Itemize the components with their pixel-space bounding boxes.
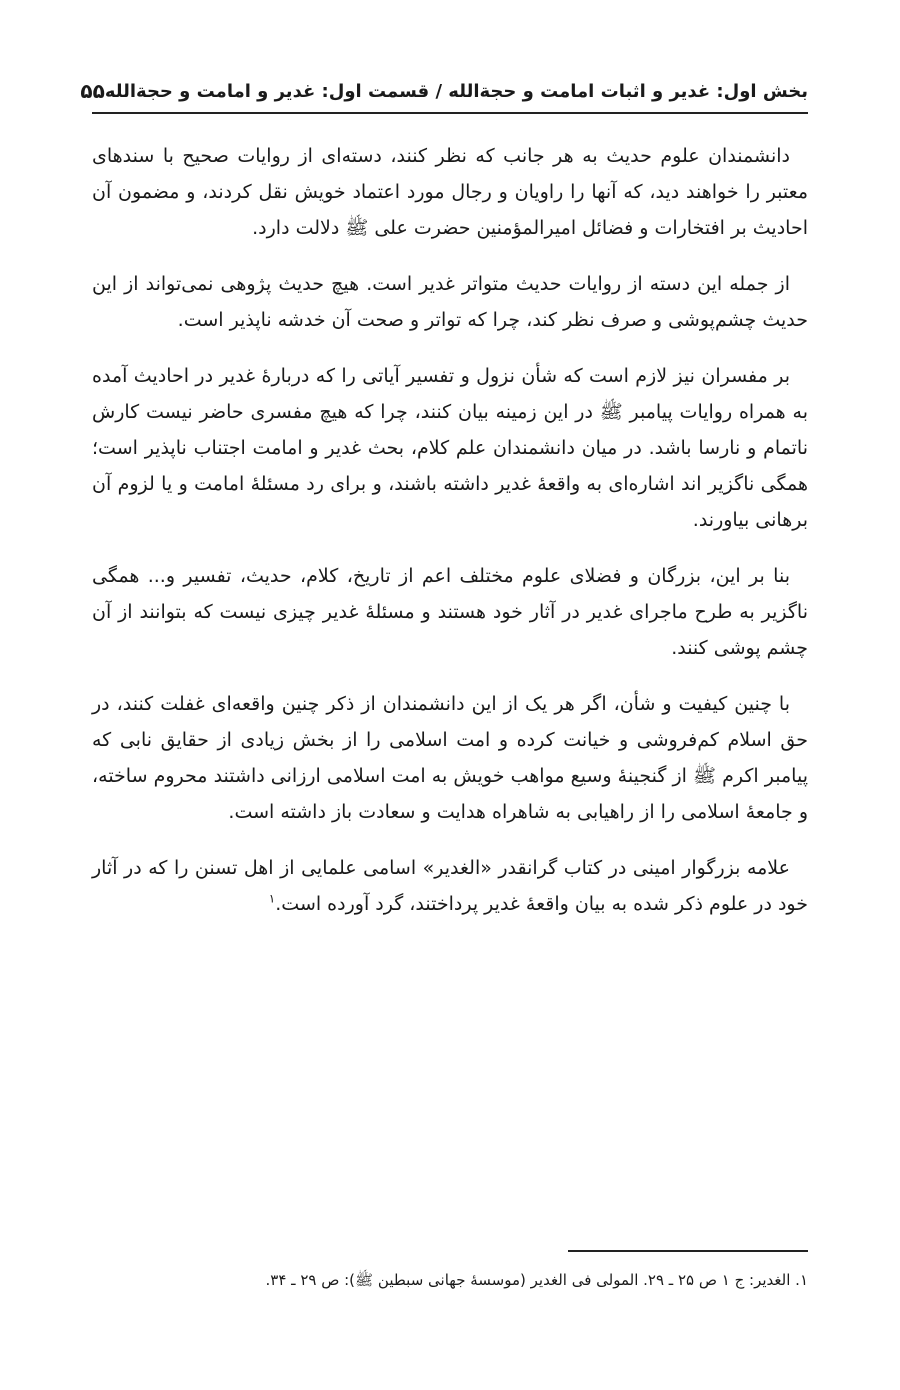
paragraph: با چنین کیفیت و شأن، اگر هر یک از این دانشمندان از ذکر چنین واقعه‌ای غفلت کنند، در حق اسلام کم‌فروشی و خیانت کرده و امت اسلامی را از بخش زیادی از حقایق نابی که پیامبر اکرم ﷺ از گنجینهٔ وسیع مواهب خویش به امت اسلامی ارزانی داشتند محروم ساخته، و جامعهٔ اسلامی را از راهیابی به شاهراه هدایت و سعادت باز داشته است. <box>92 693 808 823</box>
paragraph-text: علامه بزرگوار امینی در کتاب گرانقدر «الغدیر» اسامی علمایی از اهل تسنن را که در آثار خود در علوم ذکر شده به بیان واقعهٔ غدیر پرداختند، گرد آورده است. <box>92 857 808 915</box>
running-header <box>80 70 808 114</box>
book-page <box>80 70 808 1330</box>
paragraph-with-footnote <box>92 850 808 922</box>
header-title: بخش اول: غدیر و اثبات امامت و حجةالله / قسمت اول: غدیر و امامت و حجةالله <box>104 80 808 102</box>
page-number: ۵۵ <box>80 79 105 103</box>
paragraph: از جمله این دسته از روایات حدیث متواتر غدیر است. هیچ حدیث پژوهی نمی‌تواند از این حدیث چشم‌پوشی و صرف نظر کند، چرا که تواتر و صحت آن خدشه ناپذیر است. <box>92 273 808 331</box>
paragraph: بنا بر این، بزرگان و فضلای علوم مختلف اعم از تاریخ، کلام، حدیث، تفسیر و... همگی ناگزیر به طرح ماجرای غدیر در آثار خود هستند و مسئلهٔ غدیر چیزی نیست که بتوانند از آن چشم پوشی کنند. <box>92 565 808 659</box>
footnote-divider <box>568 1250 808 1252</box>
footnote: ۱. الغدیر: ج ۱ ص ۲۵ ـ ۲۹. المولی فی الغدیر (موسسهٔ جهانی سبطین ﷺ): ص ۲۹ ـ ۳۴. <box>265 1271 808 1289</box>
paragraph: بر مفسران نیز لازم است که شأن نزول و تفسیر آیاتی را که دربارهٔ غدیر در احادیث آمده به همراه روایات پیامبر ﷺ در این زمینه بیان کنند، چرا که هیچ مفسری حاضر نیست کارش ناتمام و نارسا باشد. در میان دانشمندان علم کلام، بحث غدیر و امامت اجتناب ناپذیر است؛ همگی ناگزیر اند اشاره‌ای به واقعهٔ غدیر داشته باشند، و برای رد مسئلهٔ امامت و یا لزوم آن برهانی بیاورند. <box>92 365 808 531</box>
footnote-marker: ۱ <box>268 891 276 906</box>
paragraph: دانشمندان علوم حدیث به هر جانب که نظر کنند، دسته‌ای از روایات صحیح با سندهای معتبر را خواهند دید، که آنها را راویان و رجال مورد اعتماد خویش نقل کردند، و مضمون آن احادیث بر افتخارات و فضائل امیرالمؤمنین حضرت علی ﷺ دلالت دارد. <box>92 145 808 239</box>
page-body <box>92 138 808 922</box>
